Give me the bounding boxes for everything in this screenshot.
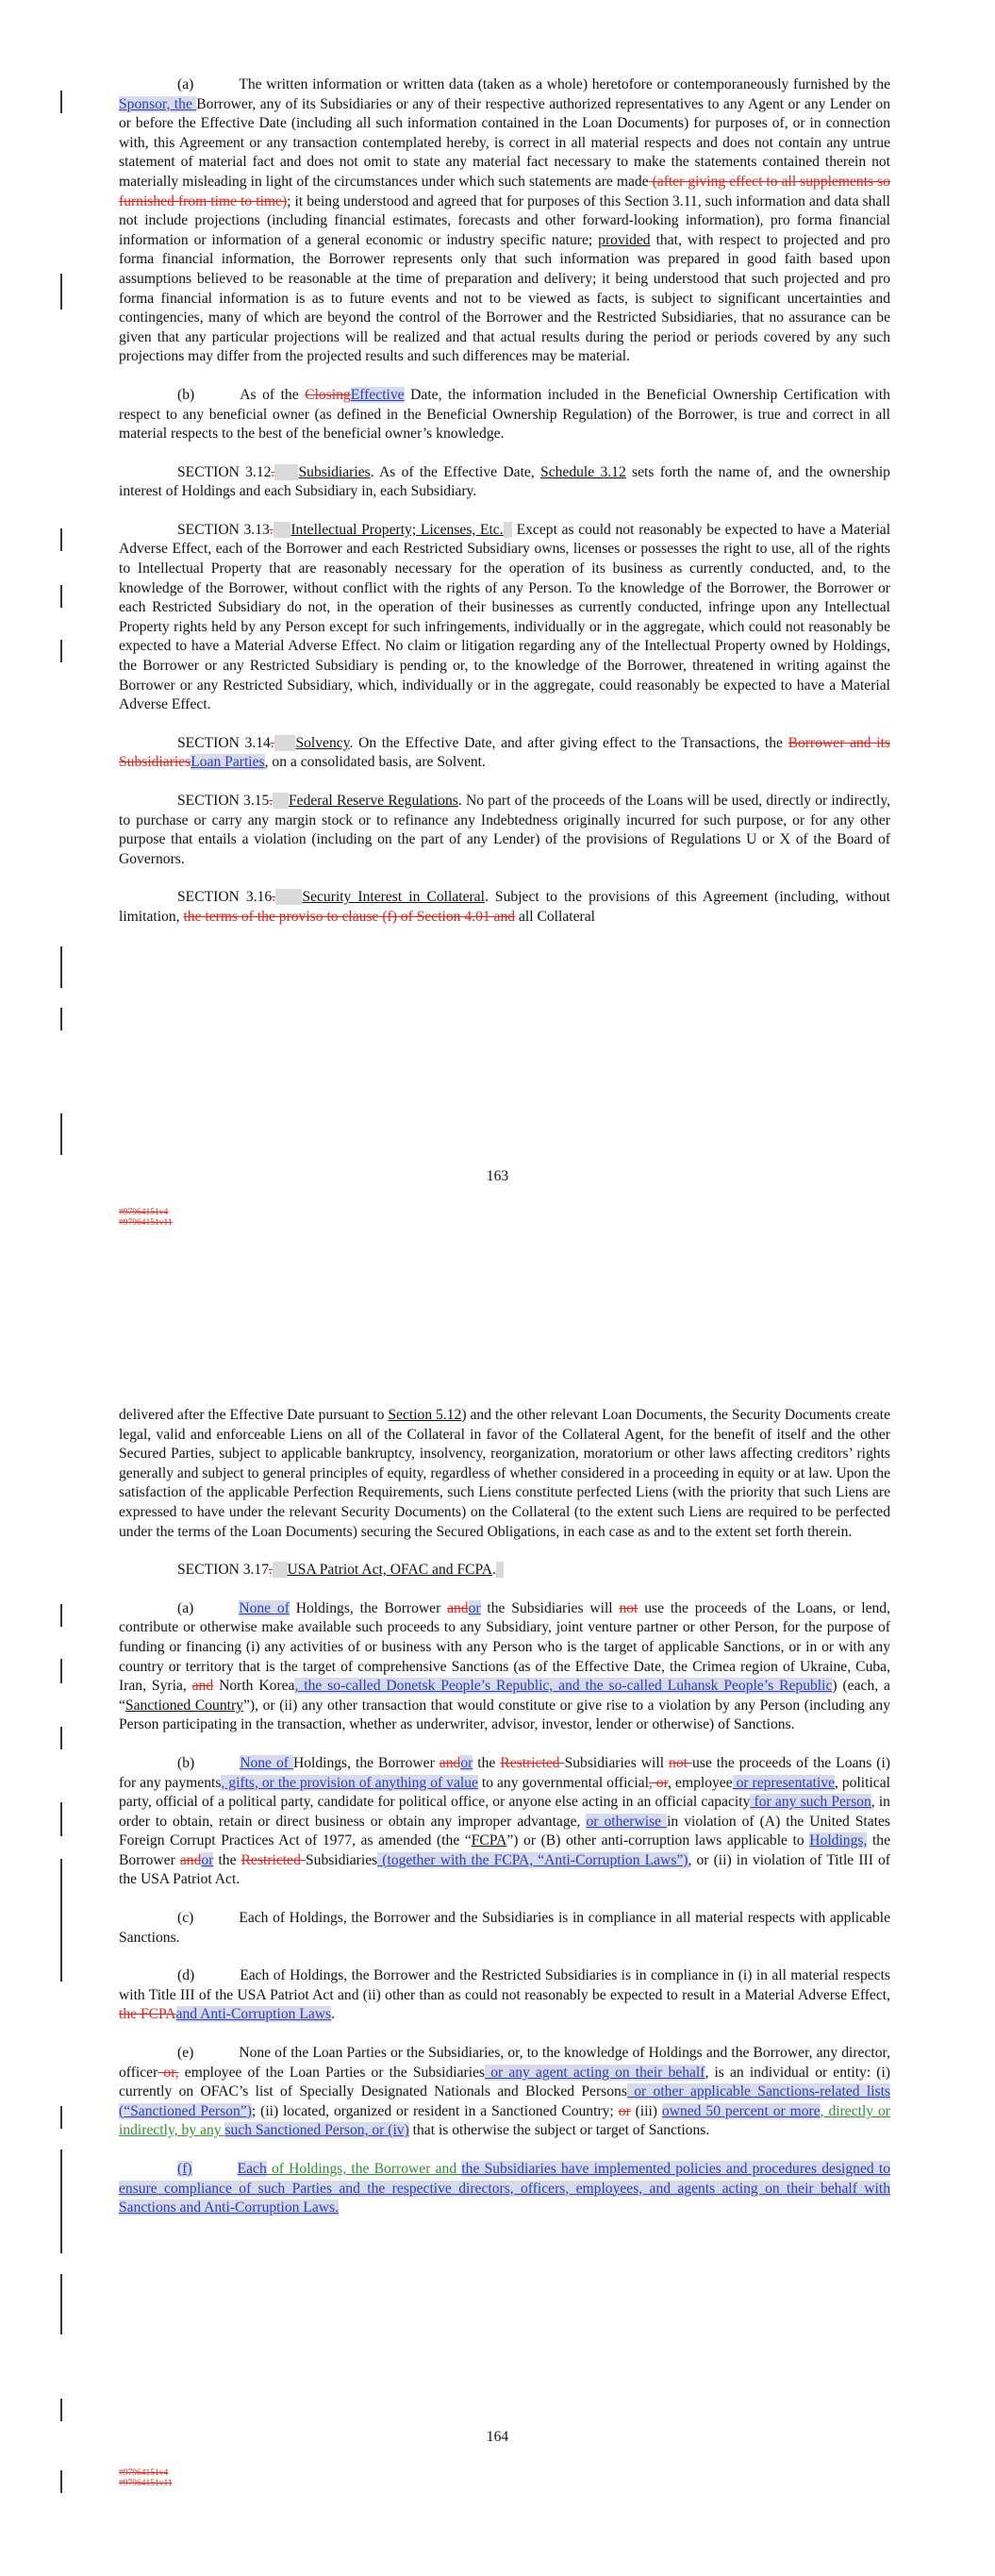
insertion: or (460, 1754, 473, 1771)
paragraph-label: (b) (177, 386, 195, 403)
section-3-14: SECTION 3.14. Solvency. On the Effective Date, and after giving effect to the Transactions, the Borrower and its SubsidiariesLoan Parties, on a consolidated basis, are Solvent. (119, 734, 891, 771)
section-title: Intellectual Property; Licenses, Etc. (290, 521, 504, 538)
paragraph-e: (e) None of the Loan Parties or the Subsidiaries, or, to the knowledge of Holdings and the Borrower, any director, officer or, employee of the Loan Parties or the Subsidiaries or any agent acting on their behalf, is an individual or entity: (i) currently on OFAC’s list of Specially Designated Nationals and Blocked Persons or other applicable Sanctions-related lists (“Sanctioned Person”); (ii) located, organized or resident in a Sanctioned Country; or (iii) owned 50 percent or more, directly or indirectly, by any such Sanctioned Person, or (iv) that is otherwise the subject or target of Sanctions. (119, 2045, 891, 2139)
section-3-16-continued: delivered after the Effective Date pursuant to Section 5.12) and the other relevant Loan Documents, the Security Documents create legal, valid and enforceable Liens on all of the Collateral in favor of the Collateral Agent, for the benefit of itself and the other Secured Parties, subject to applicable bankruptcy, insolvency, reorganization, moratorium or other laws affecting creditors’ rights generally and subject to general principles of equity, regardless of whether considered in a proceeding in equity or at law. Upon the satisfaction of the applicable Perfection Requirements, such Liens constitute perfected Liens (with the priority that such Liens are expressed to have under the relevant Security Documents) on the Collateral (to the extent such Liens are required to be perfected under the terms of the Loan Documents) securing the Secured Obligations, in each case as and to the extent set forth therein. (119, 1407, 890, 1540)
change-bar (60, 1008, 62, 1030)
section-3-15: SECTION 3.15. Federal Reserve Regulations. No part of the proceeds of the Loans will be used, directly or indirectly, to purchase or carry any margin stock or to refinance any Indebtedness originally incurred for such purpose, or for any other purpose that entails a violation (including on the part of any Lender) of the provisions of Regulations U or X of the Board of Governors. (119, 793, 891, 867)
change-bar (60, 274, 62, 309)
page-number: 164 (486, 2429, 509, 2445)
section-title: Security Interest in Collateral (302, 889, 485, 906)
deletion: Closing (305, 386, 351, 403)
change-bar (60, 1604, 62, 1627)
change-bar (60, 2149, 62, 2253)
insertion: , gifts, or the provision of anything of value (221, 1774, 478, 1791)
insertion: None of (239, 1599, 290, 1616)
deletion: (after giving effect to all supplements so furnished from time to time) (119, 173, 890, 209)
page-163 (0, 0, 995, 1255)
insertion: Effective (350, 386, 405, 403)
section-label: SECTION 3.17 (177, 1562, 270, 1579)
insertion: Each (237, 2161, 267, 2177)
page-number: 163 (486, 1168, 509, 1184)
document-id-stamp: #97964151v4 #97964151v11 (119, 1208, 173, 1228)
section-3-16: SECTION 3.16. Security Interest in Collateral. Subject to the provisions of this Agreement (including, without limitation, the terms of the proviso to clause (f) of Section 4.01 and all Collateral (119, 889, 890, 925)
section-title: Subsidiaries (298, 463, 371, 480)
deletion: and (179, 1851, 202, 1868)
deletion: Borrower and its Subsidiaries (119, 734, 891, 771)
change-bar (60, 1727, 62, 1749)
paragraph-label: (b) (177, 1754, 195, 1771)
deletion: or, (158, 2064, 179, 2081)
deletion: and (447, 1599, 469, 1616)
moved-text: of Holdings, the Borrower and (266, 2161, 462, 2177)
paragraph-d: (d) Each of Holdings, the Borrower and the Restricted Subsidiaries is in compliance in (i) in all material respects with Title III of the USA Patriot Act and (ii) other than as could not reasonably be expected to result in a Material Adverse Effect, the FCPAand Anti-Corruption Laws. (119, 1967, 890, 2023)
section-label: SECTION 3.14 (177, 734, 271, 751)
section-label: SECTION 3.15 (177, 793, 270, 809)
change-bar (60, 2399, 62, 2421)
insertion: and Anti-Corruption Laws (175, 2006, 332, 2023)
change-bar (60, 1113, 62, 1155)
paragraph-label: (f) (177, 2161, 192, 2177)
insertion: Holdings, (809, 1832, 868, 1849)
text-body (119, 75, 890, 928)
deletion: Restricted (240, 1851, 306, 1868)
insertion: for any such Person (750, 1794, 871, 1811)
insertion: or representative (732, 1774, 836, 1791)
change-bar (60, 585, 62, 608)
insertion: None of (240, 1754, 293, 1771)
change-bar (60, 91, 62, 113)
section-label: SECTION 3.13 (177, 521, 270, 538)
section-title: Federal Reserve Regulations (289, 793, 458, 809)
insertion: Sponsor, the (119, 95, 197, 112)
insertion: the Subsidiaries have implemented policies and procedures designed to ensure compliance of such Parties and the respective directors, officers, employees, and agents acting on their behalf with Sanctions and Anti-Corruption Laws. (119, 2161, 890, 2216)
text-body (119, 1406, 890, 2218)
insertion: or (468, 1599, 481, 1616)
change-bar (60, 1802, 62, 1836)
paragraph-label: (a) (177, 1599, 194, 1616)
change-bar (60, 528, 62, 551)
insertion: owned 50 percent or more (661, 2102, 821, 2119)
document-id-stamp: #97964151v4 #97964151v11 (119, 2468, 173, 2488)
change-bar (60, 2106, 62, 2129)
insertion: (together with the FCPA, “Anti-Corruption Laws”) (377, 1851, 688, 1868)
paragraph-a: (a) The written information or written data (taken as a whole) heretofore or contemporaneously furnished by the Sponsor, the Borrower, any of its Subsidiaries or any of their respective authorized representatives to any Agent or any Lender on or before the Effective Date (including all such information contained in the Loan Documents) for purposes of, or in connection with, this Agreement or any transaction contemplated hereby, is correct in all material respects and does not contain any untrue statement of material fact and does not omit to state any material fact necessary to make the statements contained therein not materially misleading in light of the circumstances under which such statements are made (after giving effect to all supplements so furnished from time to time); it being understood and agreed that for purposes of this Section 3.11, such information and data shall not include projections (including financial estimates, forecasts and other forward-looking information), pro forma financial information or information of a general economic or industry specific nature; provided that, with respect to projected and pro forma financial information, the Borrower represents only that such information was prepared in good faith based upon assumptions believed to be reasonable at the time of preparation and delivery; it being understood that such projected and pro forma financial information is as to future events and not to be viewed as facts, is subject to significant uncertainties and contingencies, many of which are beyond the control of the Borrower and the Restricted Subsidiaries, that no assurance can be given that any particular projections will be realized and that actual results during the period or periods covered by any such projections may differ from the projected results and such differences may be material. (119, 76, 890, 365)
paragraph-label: (e) (177, 2045, 194, 2062)
section-label: SECTION 3.16 (177, 889, 273, 906)
paragraph-f (119, 2160, 890, 2218)
insertion: or any agent acting on their behalf (485, 2064, 705, 2081)
deletion: and (439, 1754, 461, 1771)
deletion: not (669, 1754, 692, 1771)
change-bar (60, 2274, 62, 2334)
change-bar (60, 946, 62, 988)
deletion: , or (648, 1774, 669, 1791)
section-title: Solvency (295, 734, 350, 751)
paragraph-a: (a) None of Holdings, the Borrower andor the Subsidiaries will not use the proceeds of the Loans, or lend, contribute or otherwise make available such proceeds to any Subsidiary, joint venture partner or other Person, for the purpose of funding or financing (i) any activities of or business with any Person who is the target of applicable Sanctions, or in or with any country or territory that is the target of comprehensive Sanctions (as of the Effective Date, the Crimea region of Ukraine, Cuba, Iran, Syria, and North Korea, the so-called Donetsk People’s Republic, and the so-called Luhansk People’s Republic) (each, a “Sanctioned Country”), or (ii) any other transaction that would constitute or give rise to a violation by any Person (including any Person participating in the transaction, whether as underwriter, advisor, investor, lender or otherwise) of Sanctions. (119, 1599, 891, 1733)
deletion: not (619, 1599, 638, 1616)
insertion: such Sanctioned Person, or (iv) (224, 2122, 409, 2139)
deletion: Restricted (500, 1754, 565, 1771)
insertion: or (201, 1851, 214, 1868)
deletion: or (618, 2102, 631, 2119)
paragraph-c: (c) Each of Holdings, the Borrower and the Subsidiaries is in compliance in all material respects with applicable Sanctions. (119, 1910, 890, 1946)
paragraph-label: (c) (177, 1910, 194, 1927)
paragraph-b: (b) None of Holdings, the Borrower andor the Restricted Subsidiaries will not use the proceeds of the Loans (i) for any payments, gifts, or the provision of anything of value to any governmental official, or, employee or representative, political party, official of a political party, candidate for political office, or anyone else acting in an official capacity for any such Person, in order to obtain, retain or direct business or obtain any improper advantage, or otherwise in violation of (A) the United States Foreign Corrupt Practices Act of 1977, as amended (the “FCPA”) or (B) other anti-corruption laws applicable to Holdings, the Borrower andor the Restricted Subsidiaries (together with the FCPA, “Anti-Corruption Laws”), or (ii) in violation of Title III of the USA Patriot Act. (119, 1754, 890, 1888)
moved-text: , directly or indirectly, by any (119, 2102, 891, 2139)
section-title: USA Patriot Act, OFAC and FCPA (287, 1562, 493, 1579)
change-bar (60, 1659, 62, 1683)
section-label: SECTION 3.12 (177, 463, 272, 480)
change-bar (60, 1859, 62, 1982)
insertion: or other applicable Sanctions-related lists (“Sanctioned Person”) (119, 2083, 890, 2119)
paragraph-label: (d) (177, 1967, 195, 1984)
change-bar (60, 640, 62, 662)
insertion: Loan Parties (191, 754, 265, 771)
paragraph-label: (a) (177, 76, 194, 92)
paragraph-b: (b) As of the ClosingEffective Date, the information included in the Beneficial Ownership Certification with respect to any beneficial owner (as defined in the Beneficial Ownership Regulation) of the Borrower, is true and correct in all material respects to the best of the beneficial owner’s knowledge. (119, 386, 890, 443)
section-3-12: SECTION 3.12. Subsidiaries. As of the Effective Date, Schedule 3.12 sets forth the name of, and the ownership interest of Holdings and each Subsidiary in, each Subsidiary. (119, 463, 890, 500)
insertion: , the so-called Donetsk People’s Republic, and the so-called Luhansk People’s Republic (294, 1678, 833, 1695)
section-3-13: SECTION 3.13. Intellectual Property; Licenses, Etc. Except as could not reasonably be expected to have a Material Adverse Effect, each of the Borrower and each Restricted Subsidiary owns, licenses or possesses the right to use, all of the rights to Intellectual Property that are reasonably necessary for the operation of its business as currently conducted, and, to the knowledge of the Borrower, without conflict with the rights of any Person. To the knowledge of the Borrower, the Borrower or each Restricted Subsidiary do not, in the operation of their businesses as currently conducted, infringe upon any Intellectual Property rights held by any Person except for such infringements, individually or in the aggregate, which could not reasonably be expected to have a Material Adverse Effect. No claim or litigation regarding any of the Intellectual Property owned by Holdings, the Borrower or any Restricted Subsidiary is pending or, to the knowledge of the Borrower, threatened in writing against the Borrower or any Restricted Subsidiary, which, individually or in the aggregate, could reasonably be expected to have a Material Adverse Effect. (119, 521, 891, 713)
deletion: the FCPA (119, 2006, 176, 2023)
section-3-17: SECTION 3.17. USA Patriot Act, OFAC and FCPA. (119, 1561, 890, 1581)
page-164 (0, 1255, 995, 2576)
insertion: or otherwise (586, 1813, 668, 1830)
deletion: and (191, 1678, 214, 1695)
change-bar (60, 2470, 62, 2493)
deletion: the terms of the proviso to clause (f) of Section 4.01 and (183, 908, 516, 925)
